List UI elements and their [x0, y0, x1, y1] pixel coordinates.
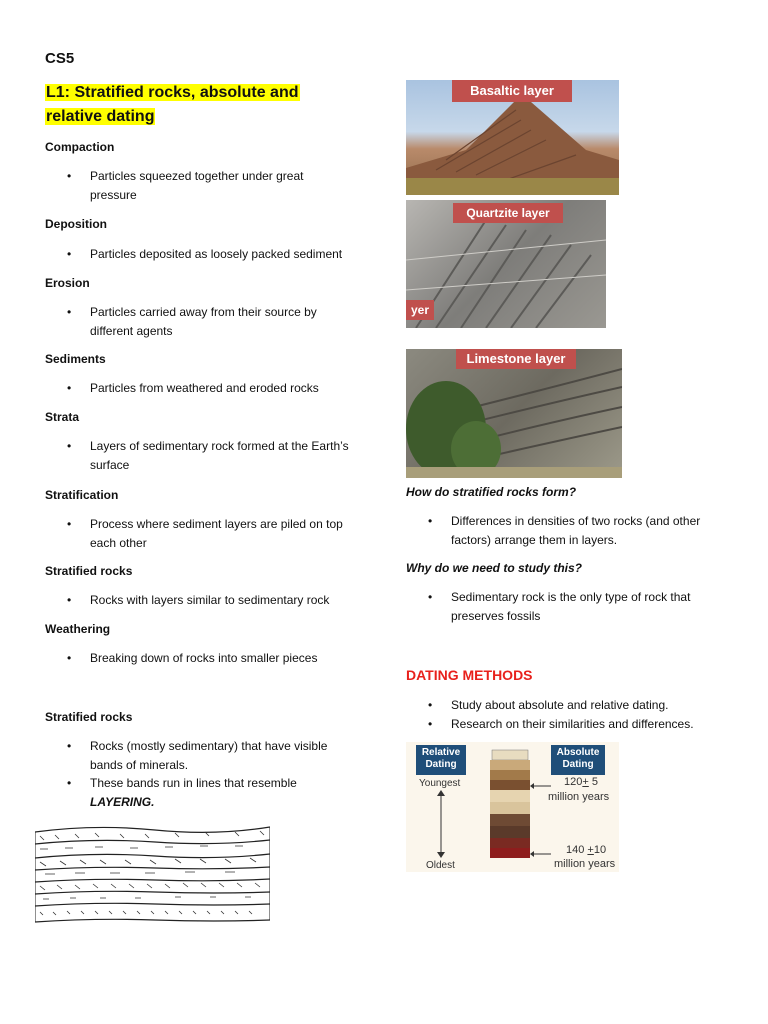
term-compaction: Compaction [45, 140, 115, 154]
age-1: 120+ 5 [564, 776, 598, 788]
def-stratification: • Process where sediment layers are piled on top each other [67, 517, 343, 550]
basaltic-label: Basaltic layer [452, 80, 572, 102]
quartzite-label: Quartzite layer [453, 203, 563, 223]
age-2: 140 +10 [566, 844, 607, 856]
dating-bullet-2: • Research on their similarities and differences. [428, 717, 694, 731]
stratified-heading: Stratified rocks [45, 710, 133, 724]
term-erosion: Erosion [45, 276, 90, 290]
oldest-label: Oldest [426, 860, 455, 871]
stratified-bullet-2: • These bands run in lines that resemble LAYERING. [67, 776, 297, 809]
quartzite-layer-photo [406, 200, 606, 328]
def-stratified-rocks: • Rocks with layers similar to sedimentary rock [67, 593, 330, 607]
strata-sketch [35, 822, 270, 926]
document-code: CS5 [45, 50, 75, 67]
limestone-layer-photo [406, 349, 622, 478]
limestone-label: Limestone layer [456, 349, 576, 369]
basaltic-layer-photo [406, 80, 619, 195]
age-1-unit: million years [548, 791, 610, 803]
question-2: Why do we need to study this? [406, 561, 583, 575]
dating-bullet-1: • Study about absolute and relative dating. [428, 698, 669, 712]
term-weathering: Weathering [45, 622, 111, 636]
youngest-label: Youngest [419, 778, 461, 789]
term-stratification: Stratification [45, 488, 119, 502]
answer-1: • Differences in densities of two rocks (and other factors) arrange them in layers. [428, 514, 701, 547]
def-weathering: • Breaking down of rocks into smaller pieces [67, 651, 318, 665]
question-1: How do stratified rocks form? [406, 485, 577, 499]
def-compaction: • Particles squeezed together under great pressure [67, 169, 304, 202]
term-sediments: Sediments [45, 352, 106, 366]
answer-2: • Sedimentary rock is the only type of rock that preserves fossils [428, 590, 691, 623]
age-2-unit: million years [554, 858, 616, 870]
term-deposition: Deposition [45, 217, 107, 231]
absolute-dating-label: Absolute Dating [551, 745, 605, 775]
def-sediments: • Particles from weathered and eroded rocks [67, 381, 319, 395]
dating-diagram [406, 742, 619, 872]
stratified-bullet-1: • Rocks (mostly sedimentary) that have visible bands of minerals. [67, 739, 328, 772]
def-strata: • Layers of sedimentary rock formed at the Earth’s surface [67, 439, 349, 472]
relative-dating-label: Relative Dating [416, 745, 466, 775]
def-erosion: • Particles carried away from their source by different agents [67, 305, 317, 338]
page-title: L1: Stratified rocks, absolute and relative dating [46, 84, 299, 125]
quartzite-partial-label: yer [406, 300, 434, 320]
term-stratified-rocks: Stratified rocks [45, 564, 133, 578]
dating-methods-heading: DATING METHODS [406, 667, 533, 683]
term-strata: Strata [45, 410, 80, 424]
def-deposition: • Particles deposited as loosely packed sediment [67, 247, 343, 261]
